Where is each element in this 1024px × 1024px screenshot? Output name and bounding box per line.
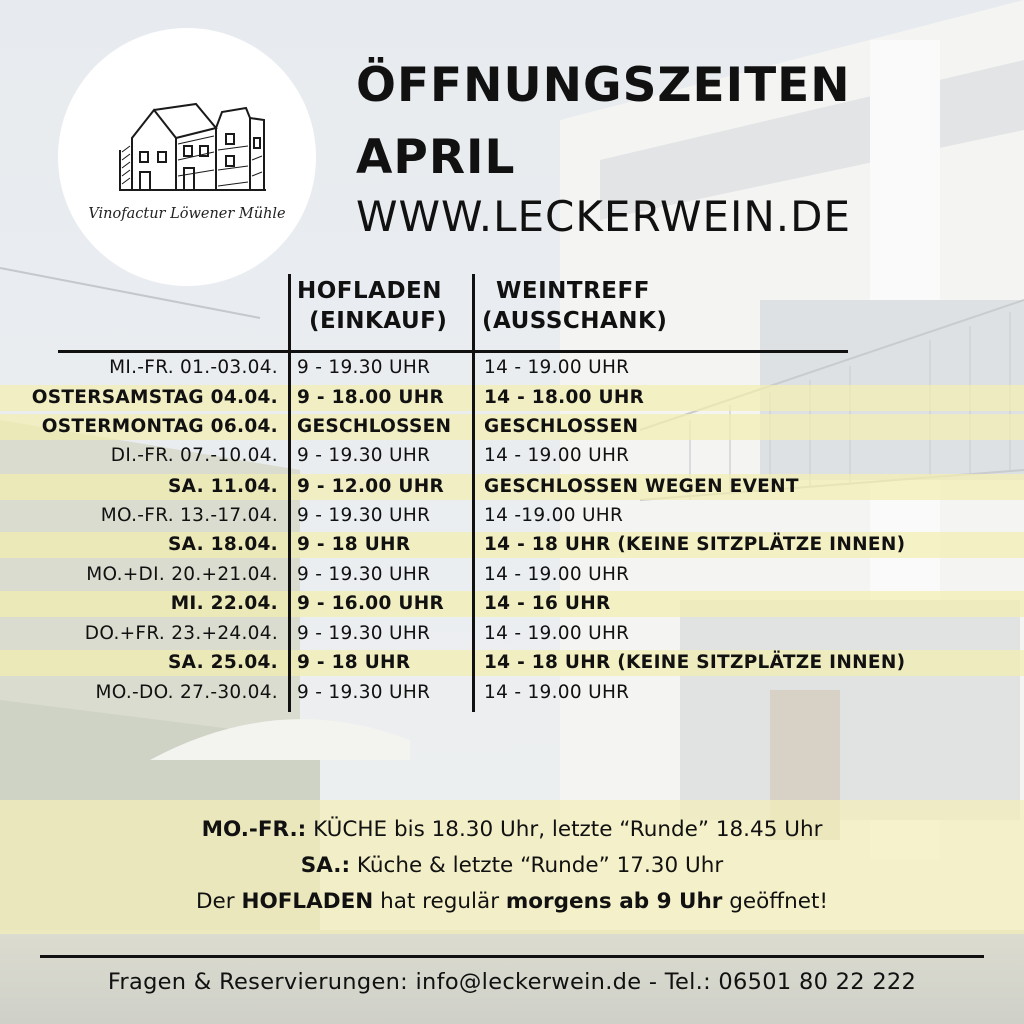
row-date: MO.-FR. 13.-17.04. (100, 505, 278, 526)
table-row (0, 383, 1024, 412)
row-weintreff-hours: 14 - 19.00 UHR (484, 682, 630, 703)
row-hofladen-hours: 9 - 19.30 UHR (297, 682, 431, 703)
row-hofladen-hours: 9 - 12.00 UHR (297, 476, 445, 497)
row-date: OSTERMONTAG 06.04. (41, 416, 278, 437)
row-date: MO.+DI. 20.+21.04. (86, 564, 278, 585)
row-hofladen-hours: 9 - 18.00 UHR (297, 387, 445, 408)
mill-building-icon (118, 90, 268, 194)
column-header-weintreff (482, 276, 667, 336)
column-header-hofladen (297, 276, 447, 336)
row-hofladen-hours: 9 - 19.30 UHR (297, 445, 431, 466)
table-row (0, 472, 1024, 501)
page-title: ÖFFNUNGSZEITEN (356, 58, 851, 113)
column-header-hofladen-line1: HOFLADEN (297, 278, 443, 304)
info-saturday (0, 851, 1024, 881)
row-hofladen-hours: 9 - 19.30 UHR (297, 505, 431, 526)
row-weintreff-hours: 14 - 19.00 UHR (484, 357, 630, 378)
info-hofladen-text-a: Der (195, 889, 242, 914)
row-date: SA. 18.04. (168, 534, 278, 555)
table-row (0, 353, 1024, 382)
row-hofladen-hours: 9 - 18 UHR (297, 534, 411, 555)
row-date: SA. 11.04. (168, 476, 278, 497)
info-saturday-label: SA.: (300, 853, 351, 878)
column-header-hofladen-line2: (EINKAUF) (309, 308, 448, 334)
info-hofladen-hours: morgens ab 9 Uhr (505, 889, 723, 914)
row-hofladen-hours: 9 - 18 UHR (297, 652, 411, 673)
table-row (0, 678, 1024, 707)
row-date: MO.-DO. 27.-30.04. (95, 682, 278, 703)
column-header-weintreff-line2: (AUSSCHANK) (482, 308, 668, 334)
table-row (0, 648, 1024, 677)
table-row (0, 501, 1024, 530)
info-saturday-text: Küche & letzte “Runde” 17.30 Uhr (350, 853, 724, 878)
table-row (0, 530, 1024, 559)
row-weintreff-hours: 14 - 18 UHR (KEINE SITZPLÄTZE INNEN) (484, 652, 906, 673)
info-hofladen-name: HOFLADEN (241, 889, 374, 914)
row-weintreff-hours: 14 - 19.00 UHR (484, 564, 630, 585)
row-weintreff-hours: 14 - 18 UHR (KEINE SITZPLÄTZE INNEN) (484, 534, 906, 555)
row-weintreff-hours: 14 -19.00 UHR (484, 505, 624, 526)
logo (58, 28, 316, 286)
info-hofladen-text-c: hat regulär (373, 889, 506, 914)
info-weekdays-label: MO.-FR.: (201, 817, 307, 842)
row-weintreff-hours: GESCHLOSSEN WEGEN EVENT (484, 476, 799, 497)
row-date: MI.-FR. 01.-03.04. (109, 357, 278, 378)
contact-footer[interactable]: Fragen & Reservierungen: info@leckerwein.de - Tel.: 06501 80 22 222 (107, 969, 917, 995)
footer-divider (40, 955, 984, 958)
page-subtitle-month: APRIL (356, 130, 516, 185)
row-weintreff-hours: 14 - 18.00 UHR (484, 387, 645, 408)
website-link[interactable]: WWW.LECKERWEIN.DE (356, 192, 852, 241)
info-hofladen-text-e: geöffnet! (722, 889, 829, 914)
row-date: SA. 25.04. (168, 652, 278, 673)
row-weintreff-hours: 14 - 16 UHR (484, 593, 611, 614)
table-row (0, 619, 1024, 648)
row-weintreff-hours: GESCHLOSSEN (484, 416, 639, 437)
column-divider (472, 274, 475, 712)
table-row (0, 589, 1024, 618)
info-weekdays-text: KÜCHE bis 18.30 Uhr, letzte “Runde” 18.45 Uhr (306, 817, 823, 842)
info-weekdays (0, 815, 1024, 845)
table-row (0, 560, 1024, 589)
row-hofladen-hours: 9 - 19.30 UHR (297, 357, 431, 378)
row-date: DO.+FR. 23.+24.04. (84, 623, 278, 644)
row-hofladen-hours: GESCHLOSSEN (297, 416, 452, 437)
table-header-divider (58, 350, 848, 353)
column-divider (288, 274, 291, 712)
table-row (0, 441, 1024, 470)
table-row (0, 412, 1024, 441)
row-hofladen-hours: 9 - 19.30 UHR (297, 564, 431, 585)
column-header-weintreff-line1: WEINTREFF (496, 278, 650, 304)
logo-brand-text: Vinofactur Löwener Mühle (88, 206, 286, 222)
row-hofladen-hours: 9 - 19.30 UHR (297, 623, 431, 644)
row-weintreff-hours: 14 - 19.00 UHR (484, 623, 630, 644)
row-date: MI. 22.04. (170, 593, 278, 614)
row-date: DI.-FR. 07.-10.04. (110, 445, 278, 466)
info-hofladen (0, 887, 1024, 917)
row-weintreff-hours: 14 - 19.00 UHR (484, 445, 630, 466)
row-date: OSTERSAMSTAG 04.04. (31, 387, 278, 408)
row-hofladen-hours: 9 - 16.00 UHR (297, 593, 445, 614)
